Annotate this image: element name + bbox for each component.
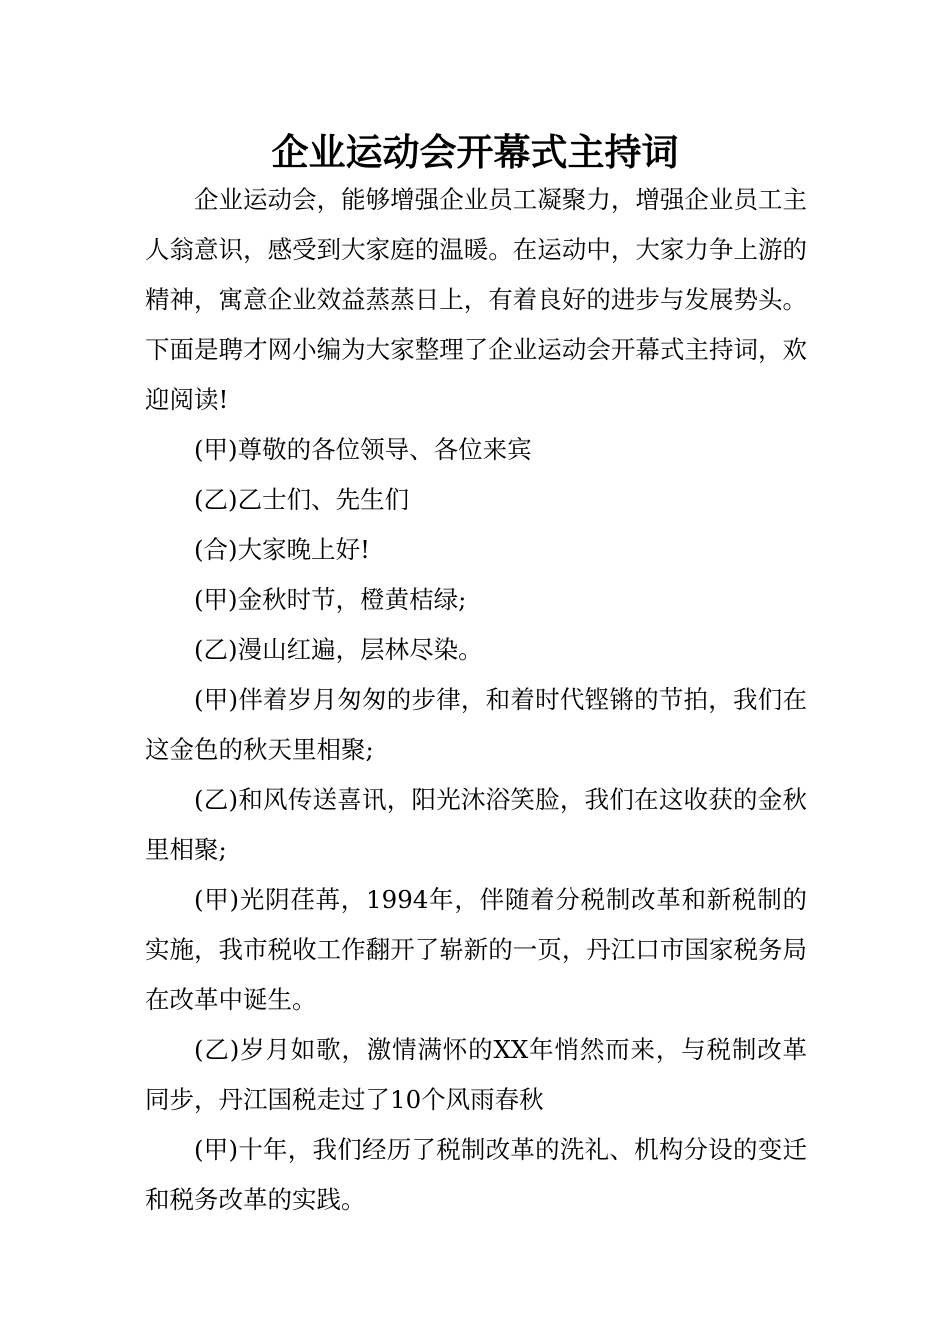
- paragraph: (甲)伴着岁月匆匆的步律，和着时代铿锵的节拍，我们在这金色的秋天里相聚;: [145, 685, 807, 764]
- paragraph: (甲)光阴荏苒，1994年，伴随着分税制改革和新税制的实施，我市税收工作翻开了崭新的一页，丹江口市国家税务局在改革中诞生。: [145, 885, 807, 1014]
- paragraph: (乙)和风传送喜讯，阳光沐浴笑脸，我们在这收获的金秋里相聚;: [145, 785, 807, 864]
- paragraph-intro: 企业运动会，能够增强企业员工凝聚力，增强企业员工主人翁意识，感受到大家庭的温暖。在运动中，大家力争上游的精神，寓意企业效益蒸蒸日上，有着良好的进步与发展势头。下面是聘才网小编为大家整理了企业运动会开幕式主持词，欢迎阅读!: [145, 185, 807, 414]
- document-title: 企业运动会开幕式主持词: [271, 130, 679, 174]
- paragraph: (乙)岁月如歌，激情满怀的XX年悄然而来，与税制改革同步，丹江国税走过了10个风雨春秋: [145, 1035, 807, 1114]
- paragraph: (甲)尊敬的各位领导、各位来宾: [194, 435, 532, 464]
- paragraph: (乙)漫山红遍，层林尽染。: [194, 635, 483, 664]
- paragraph: (乙)乙士们、先生们: [194, 485, 410, 514]
- paragraph: (甲)金秋时节，橙黄桔绿;: [194, 585, 467, 614]
- paragraph: (甲)十年，我们经历了税制改革的洗礼、机构分设的变迁和税务改革的实践。: [145, 1135, 807, 1214]
- document-body: [145, 175, 807, 1225]
- paragraph: (合)大家晚上好!: [194, 535, 370, 564]
